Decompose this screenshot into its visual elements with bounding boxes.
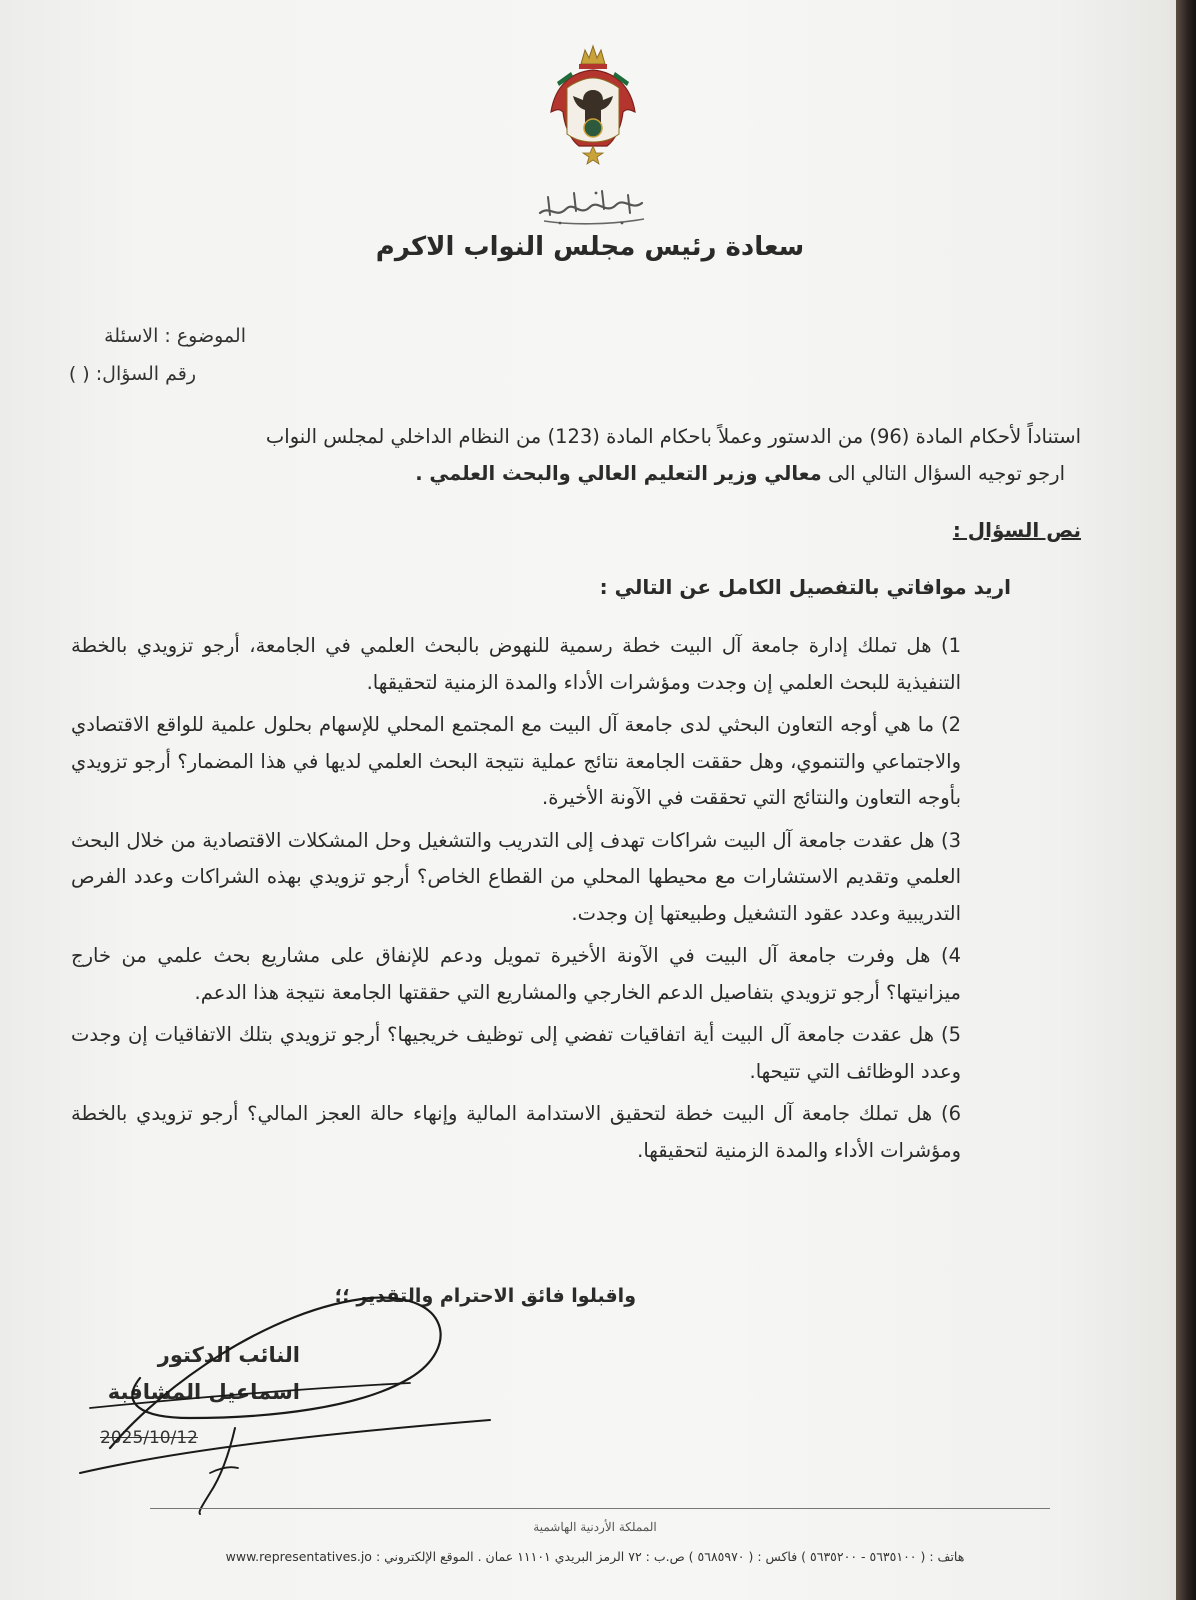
footer-contact-text: هاتف : ( ٥٦٣٥١٠٠ - ٥٦٣٥٢٠٠ ) فاكس : ( ٥٦٨٥٩٧٠ ) ص.ب : ٧٢ الرمز البريدي ١١١٠١ عمان . الموقع الإلكتروني : xyxy=(375,1549,965,1564)
intro-line-1: استناداً لأحكام المادة (96) من الدستور وعملاً باحكام المادة (123) من النظام الداخلي لمجلس النواب xyxy=(265,425,1081,448)
question-item-4: 4) هل وفرت جامعة آل البيت في الآونة الأخيرة تمويل ودعم للإنفاق على مشاريع بحث علمي من خارج ميزانيتها؟ أرجو تزويدي بتفاصيل الدعم الخارجي والمشاريع التي حققتها الجامعة نتيجة هذا الدعم. xyxy=(71,944,961,1004)
intro-line-2 xyxy=(181,455,1081,492)
question-item-3: 3) هل عقدت جامعة آل البيت شراكات تهدف إلى التدريب والتشغيل وحل المشكلات الاقتصادية من خلال البحث العلمي وتقديم الاستشارات مع محيطها المحلي من القطاع الخاص؟ أرجو تزويدي بهذه الشراكات وعدد الفرص التدريبية وعدد عقود التشغيل وطبيعتها إن وجدت. xyxy=(71,828,961,925)
closing-line: واقبلوا فائق الاحترام والتقدير ؛؛ xyxy=(334,1285,636,1307)
footer-contact xyxy=(160,1549,1030,1564)
footer-website-link[interactable]: www.representatives.jo xyxy=(225,1549,372,1564)
signature-date: 2025/10/12 xyxy=(100,1428,198,1448)
questions-list xyxy=(71,628,961,1175)
kingdom-logo-text: المملكة الأردنية الهاشمية xyxy=(533,1520,657,1534)
parliament-logo-icon xyxy=(530,185,655,227)
question-item-1: 1) هل تملك إدارة جامعة آل البيت خطة رسمية للنهوض بالبحث العلمي في الجامعة، أرجو تزويدي بالخطة التنفيذية للبحث العلمي إن وجدت ومؤشرات الأداء والمدة الزمنية لتحقيقها. xyxy=(71,634,961,694)
signatory-name: اسماعيل المشاقبة xyxy=(107,1380,300,1404)
question-heading: نص السؤال : xyxy=(952,518,1081,542)
footer-divider xyxy=(150,1508,1050,1509)
question-item-2: 2) ما هي أوجه التعاون البحثي لدى جامعة آل البيت مع المجتمع المحلي للإسهام بحلول علمية للواقع الاقتصادي والاجتماعي والتنموي، وهل حققت الجامعة نتائج عملية نتيجة البحث العلمي لديها في هذا المضمار؟ أرجو تزويدي بأوجه التعاون والنتائج التي تحققت في الآونة الأخيرة. xyxy=(71,713,961,809)
subject-line: الموضوع : الاسئلة xyxy=(104,325,246,347)
intro-paragraph xyxy=(181,418,1081,492)
intro-line-2-prefix: ارجو توجيه السؤال التالي الى xyxy=(827,462,1065,485)
coat-of-arms-emblem-icon xyxy=(545,42,641,167)
question-item-6: 6) هل تملك جامعة آل البيت خطة لتحقيق الاستدامة المالية وإنهاء حالة العجز المالي؟ أرجو تزويدي بالخطة ومؤشرات الأداء والمدة الزمنية لتحقيقها. xyxy=(71,1102,961,1162)
intro-line-2-recipient: معالي وزير التعليم العالي والبحث العلمي . xyxy=(415,462,822,485)
signatory-title: النائب الدكتور xyxy=(157,1343,300,1367)
handwritten-signature-icon xyxy=(70,1268,520,1518)
question-lead: اريد موافاتي بالتفصيل الكامل عن التالي : xyxy=(599,575,1011,599)
addressee-heading: سعادة رئيس مجلس النواب الاكرم xyxy=(375,232,805,262)
question-item-5: 5) هل عقدت جامعة آل البيت أية اتفاقيات تفضي إلى توظيف خريجيها؟ أرجو تزويدي بتلك الاتفاقيات إن وجدت وعدد الوظائف التي تتيحها. xyxy=(71,1023,961,1083)
question-number-line: رقم السؤال: ( ) xyxy=(68,363,196,385)
table-edge-background xyxy=(1176,0,1196,1600)
